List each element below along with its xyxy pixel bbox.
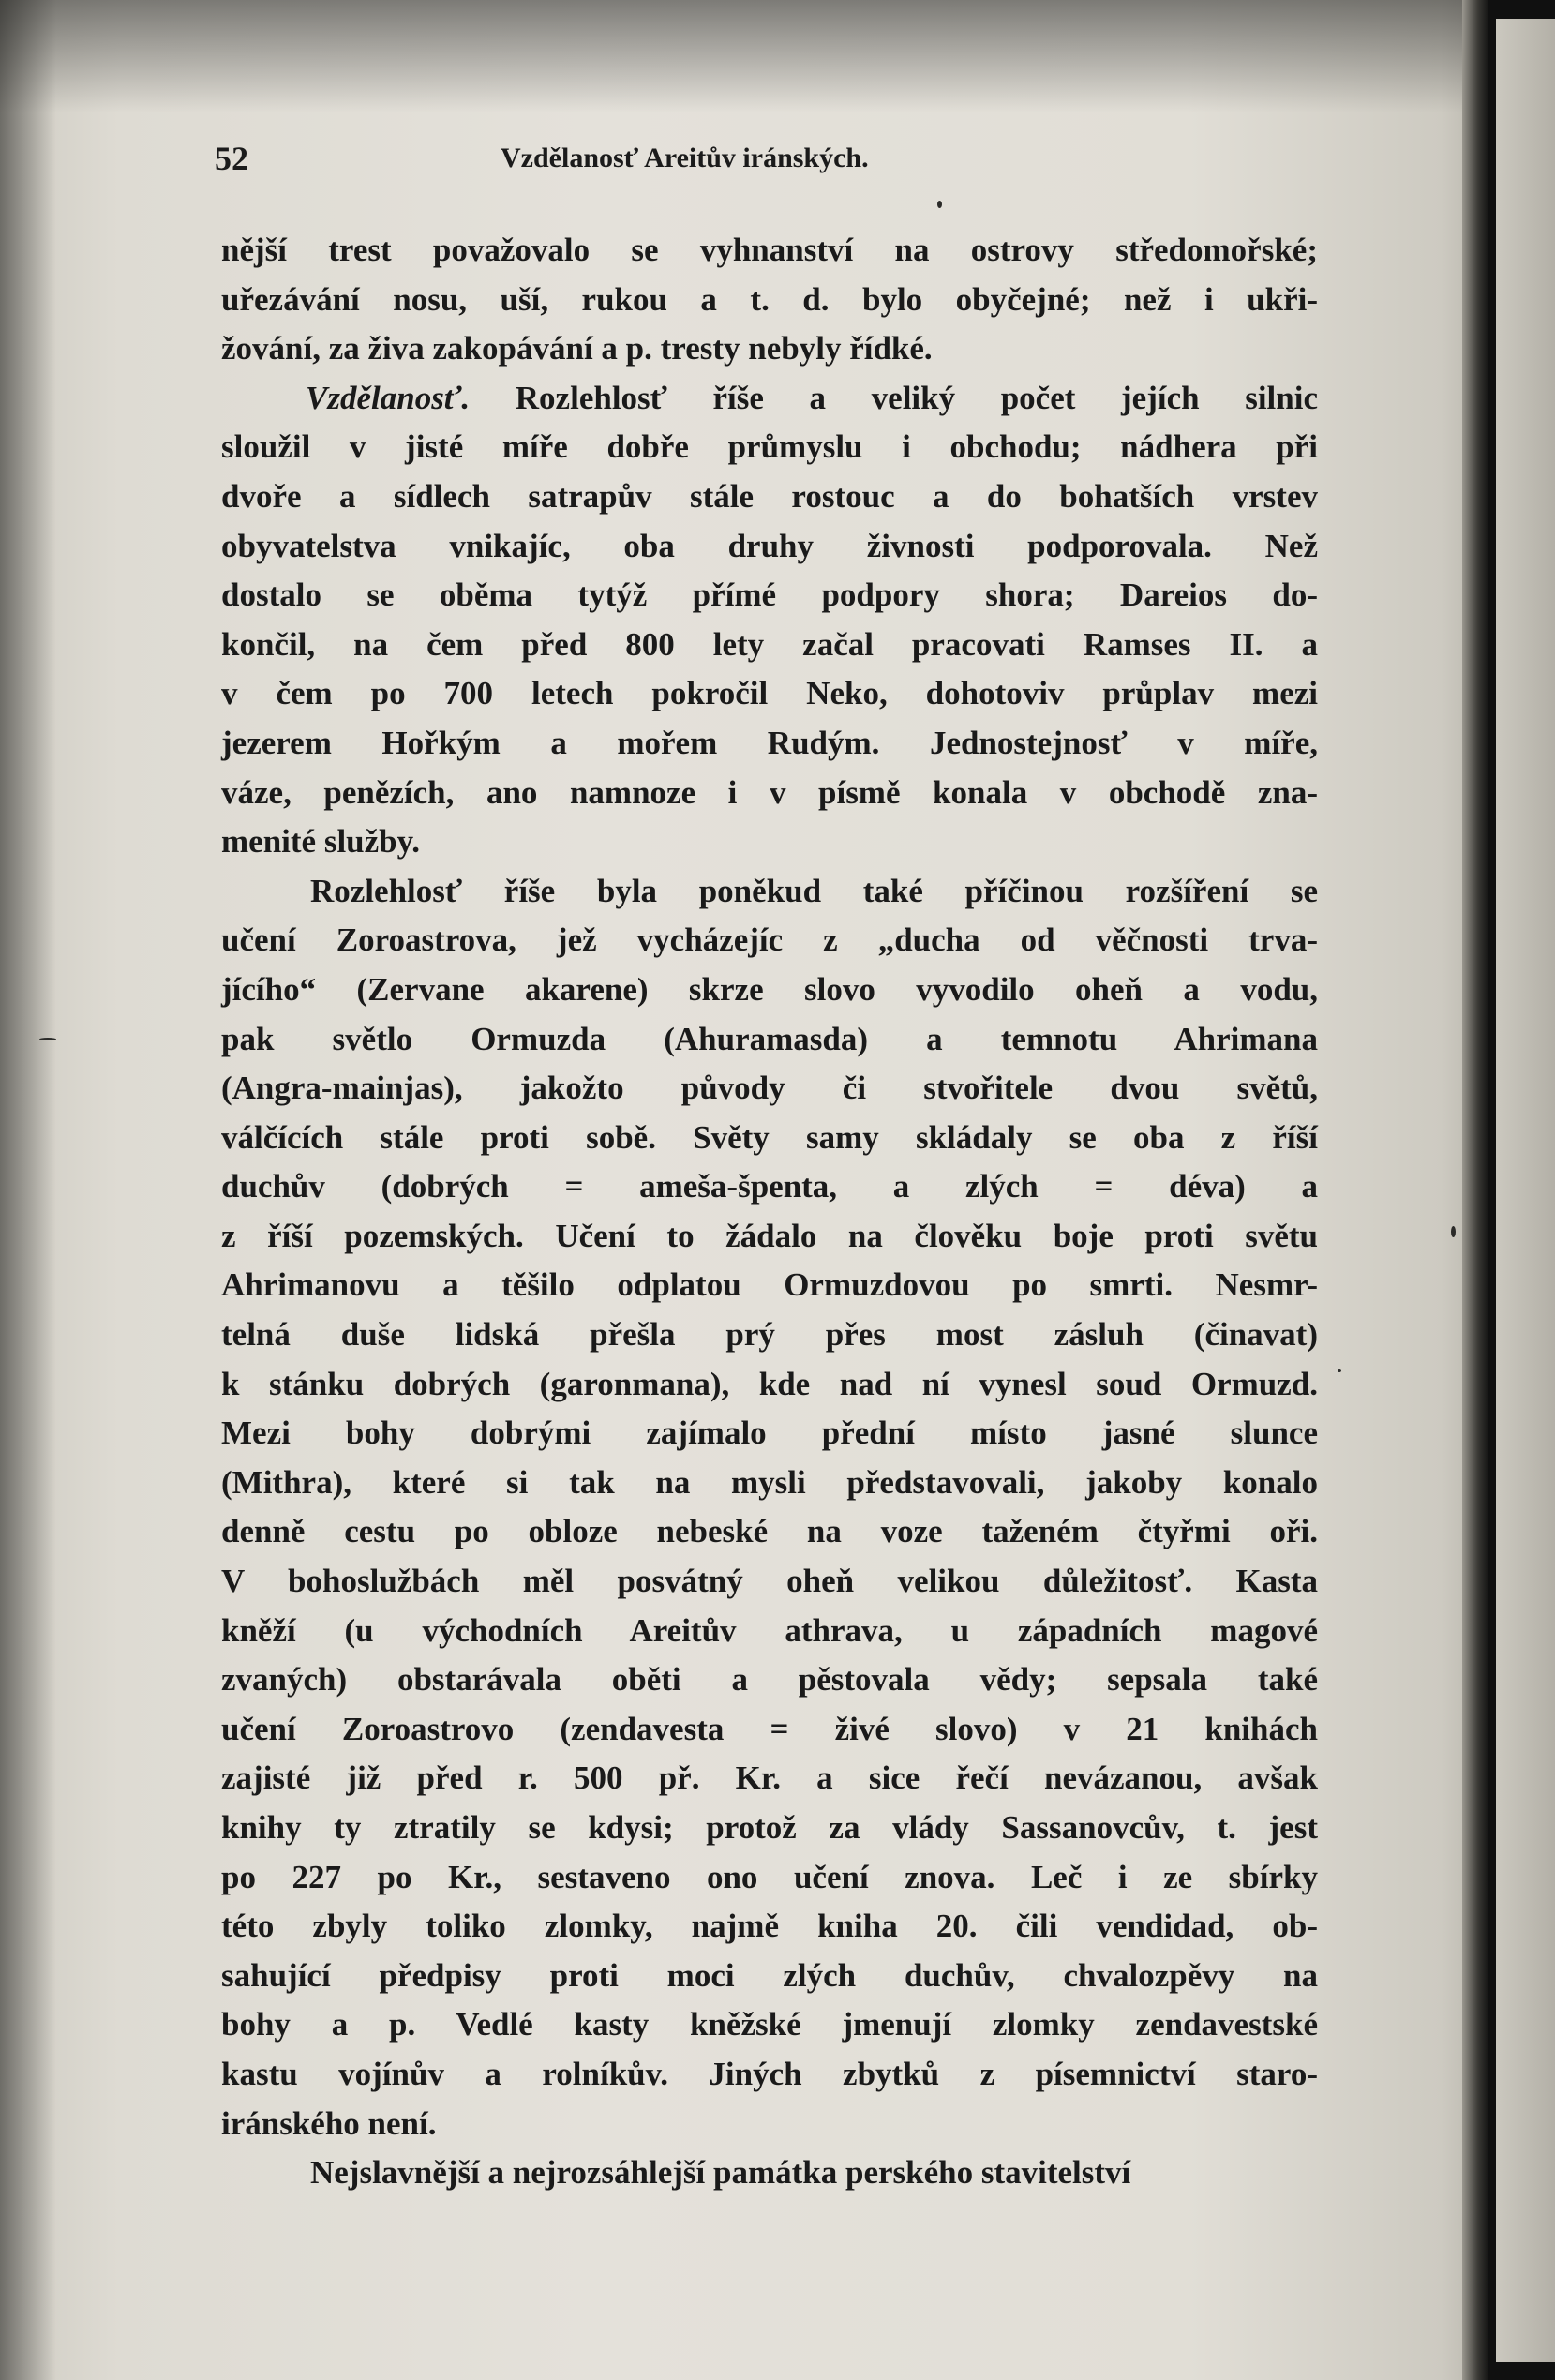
- text-line: jícího“ (Zervane akarene) skrze slovo vyvodilo oheň a vodu,: [221, 970, 1318, 1008]
- text-line: V bohoslužbách měl posvátný oheň velikou důležitosť. Kasta: [221, 1563, 1318, 1600]
- text-line: dvoře a sídlech satrapův stále rostouc a do bohatších vrstev: [221, 477, 1318, 515]
- text-line: po 227 po Kr., sestaveno ono učení znova. Leč i ze sbírky: [221, 1858, 1318, 1895]
- text-line: zajisté již před r. 500 př. Kr. a sice řečí nevázanou, avšak: [221, 1759, 1318, 1797]
- text-line: obyvatelstva vnikajíc, oba druhy živnosti podporovala. Než: [221, 527, 1318, 564]
- text-line: zvaných) obstarávala oběti a pěstovala vědy; sepsala také: [221, 1661, 1318, 1699]
- text-line: denně cestu po obloze nebeské na voze taženém čtyřmi oři.: [221, 1513, 1318, 1550]
- text-line: [221, 374, 1318, 424]
- facing-page-edge: [1496, 19, 1555, 2362]
- text-line: kněží (u východních Areitův athrava, u západních magové: [221, 1611, 1318, 1649]
- text-line: z říší pozemských. Učení to žádalo na člověku boje proti světu: [221, 1217, 1318, 1254]
- text-line: Ahrimanovu a těšilo odplatou Ormuzdovou po smrti. Nesmr-: [221, 1266, 1318, 1304]
- text-line: této zbyly toliko zlomky, najmě kniha 20. čili vendidad, ob-: [221, 1908, 1318, 1945]
- text-line: učení Zoroastrovo (zendavesta = živé slovo) v 21 knihách: [221, 1710, 1318, 1747]
- text-line: končil, na čem před 800 lety začal pracovati Ramses II. a: [221, 625, 1318, 663]
- scan-speck: [39, 1038, 56, 1040]
- text-line: duchův (dobrých = ameša-špenta, a zlých = déva) a: [221, 1168, 1318, 1205]
- text-line: pak světlo Ormuzda (Ahuramasda) a temnotu Ahrimana: [221, 1020, 1318, 1057]
- scan-speck: [937, 201, 942, 208]
- text-line: žování, za živa zakopávání a p. tresty nebyly řídké.: [221, 330, 933, 367]
- text-line-content: Rozlehlosť říše a veliký počet jejích silnic: [515, 379, 1319, 416]
- text-line: menité služby.: [221, 823, 420, 861]
- scan-speck: [1338, 1369, 1341, 1372]
- text-line: (Angra-mainjas), jakožto původy či stvořitele dvou světů,: [221, 1070, 1318, 1107]
- text-line: učení Zoroastrova, jež vycházejíc z „ducha od věčnosti trva-: [221, 921, 1318, 959]
- text-line: Mezi bohy dobrými zajímalo přední místo jasné slunce: [221, 1415, 1318, 1452]
- book-gutter: [1462, 0, 1488, 2380]
- text-line: k stánku dobrých (garonmana), kde nad ní vynesl soud Ormuzd.: [221, 1365, 1318, 1402]
- text-line: iránského není.: [221, 2104, 437, 2142]
- text-line: telná duše lidská přešla prý přes most zásluh (činavat): [221, 1316, 1318, 1354]
- text-line: sloužil v jisté míře dobře průmyslu i obchodu; nádhera při: [221, 428, 1318, 466]
- text-line: jezerem Hořkým a mořem Rudým. Jednostejnosť v míře,: [221, 724, 1318, 761]
- text-line: uřezávání nosu, uší, rukou a t. d. bylo obyčejné; než i ukři-: [221, 280, 1318, 318]
- text-line: kastu vojínův a rolníkův. Jiných zbytků z písemnictví staro-: [221, 2055, 1318, 2092]
- page-number: 52: [215, 140, 248, 177]
- body-text: [221, 226, 1318, 2198]
- text-line: váze, penězích, ano namnoze i v písmě konala v obchodě zna-: [221, 773, 1318, 811]
- text-line: (Mithra), které si tak na mysli představovali, jakoby konalo: [221, 1463, 1318, 1501]
- text-line: knihy ty ztratily se kdysi; protož za vlády Sassanovcův, t. jest: [221, 1809, 1318, 1846]
- text-line: Rozlehlosť říše byla poněkud také příčinou rozšíření se: [310, 872, 1318, 909]
- scan-speck: [1451, 1226, 1456, 1237]
- text-line: dostalo se oběma tytýž přímé podpory shora; Dareios do-: [221, 576, 1318, 614]
- text-line: v čem po 700 letech pokročil Neko, dohotoviv průplav mezi: [221, 675, 1318, 712]
- text-line: bohy a p. Vedlé kasty kněžské jmenují zlomky zendavestské: [221, 2006, 1318, 2043]
- text-line: nější trest považovalo se vyhnanství na ostrovy středomořské;: [221, 232, 1318, 268]
- running-title: Vzdělanosť Areitův iránských.: [501, 142, 869, 173]
- text-line: Nejslavnější a nejrozsáhlejší památka perského stavitelství: [310, 2154, 1131, 2192]
- text-line: válčících stále proti sobě. Světy samy skládaly se oba z říší: [221, 1118, 1318, 1156]
- page-header: [215, 139, 1011, 186]
- text-line: sahující předpisy proti moci zlých duchův, chvalozpěvy na: [221, 1956, 1318, 1994]
- section-lead-in: Vzdělanosť.: [306, 379, 471, 416]
